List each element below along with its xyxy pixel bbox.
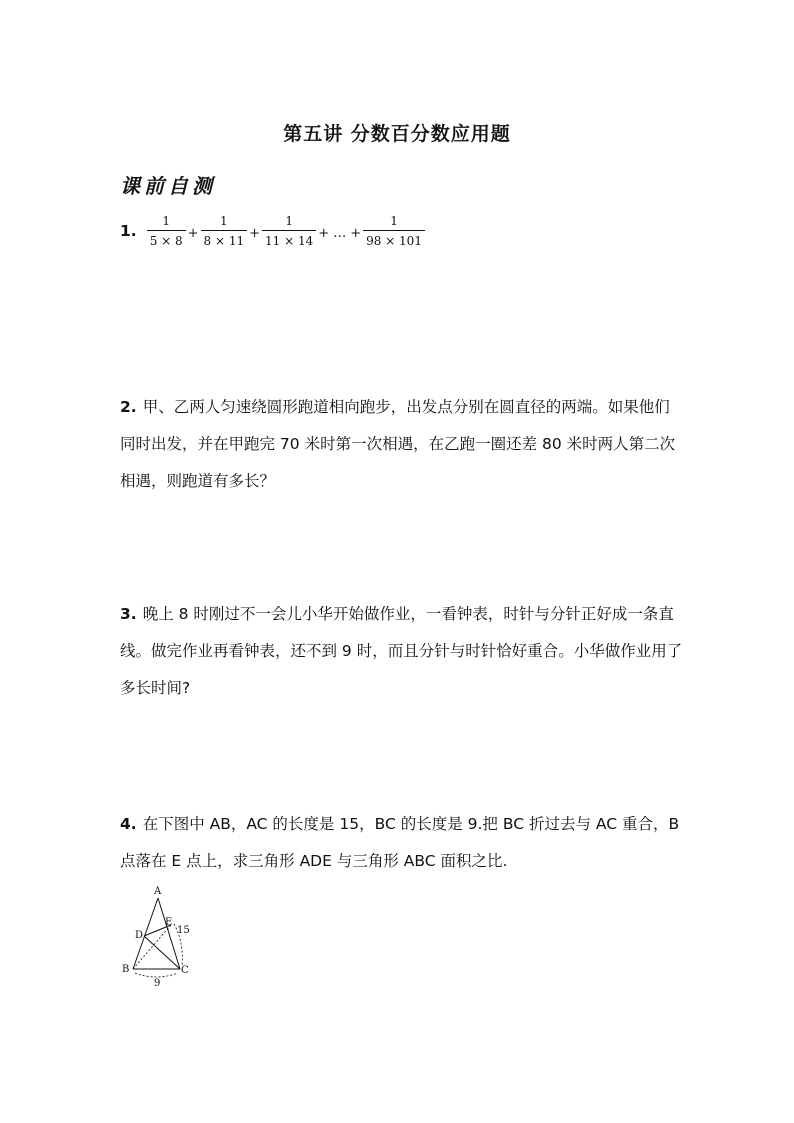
numerator: 1: [220, 214, 228, 228]
question-number: 2.: [120, 398, 137, 416]
question-text: 在下图中 AB，AC 的长度是 15，BC 的长度是 9.把 BC 折过去与 AC 重合，B 点落在 E 点上，求三角形 ADE 与三角形 ABC 面积之比.: [120, 815, 680, 870]
label-c: C: [181, 965, 189, 976]
question-number: 3.: [120, 605, 137, 623]
fraction: [363, 214, 425, 248]
fraction: [147, 214, 186, 248]
plus-sign: +: [249, 225, 261, 241]
question-3: [120, 596, 685, 707]
numerator: 1: [285, 214, 293, 228]
ellipsis: …: [333, 225, 347, 241]
label-a: A: [154, 886, 162, 897]
label-d: D: [135, 930, 144, 941]
plus-sign: +: [350, 225, 362, 241]
question-number: 1.: [120, 222, 137, 240]
question-1: [120, 208, 425, 254]
denominator: 8 × 11: [201, 230, 248, 248]
fraction: [262, 214, 316, 248]
question-4: [120, 806, 685, 880]
question-text: 晚上 8 时刚过不一会儿小华开始做作业，一看钟表，时针与分针正好成一条直线。做完作业再看钟表，还不到 9 时，而且分针与时针恰好重合。小华做作业用了多长时间?: [120, 605, 683, 697]
question-number: 4.: [120, 815, 137, 833]
question-2: [120, 389, 685, 500]
fraction: [201, 214, 248, 248]
label-e: E: [165, 917, 173, 928]
plus-sign: +: [318, 225, 330, 241]
numerator: 1: [162, 214, 170, 228]
numerator: 1: [390, 214, 398, 228]
denominator: 98 × 101: [363, 230, 425, 248]
arc-bc: [135, 973, 178, 977]
label-side-15: 15: [177, 925, 190, 936]
label-base-9: 9: [154, 978, 161, 989]
page-title: 第五讲 分数百分数应用题: [283, 123, 511, 145]
plus-sign: +: [187, 225, 199, 241]
question-text: 甲、乙两人匀速绕圆形跑道相向跑步，出发点分别在圆直径的两端。如果他们同时出发，并在甲跑完 70 米时第一次相遇，在乙跑一圈还差 80 米时两人第二次相遇，则跑道有多长？: [120, 398, 676, 490]
section-heading: 课前自测: [120, 174, 216, 198]
label-b: B: [122, 964, 130, 975]
denominator: 5 × 8: [147, 230, 186, 248]
denominator: 11 × 14: [262, 230, 316, 248]
triangle-figure: [116, 884, 206, 990]
